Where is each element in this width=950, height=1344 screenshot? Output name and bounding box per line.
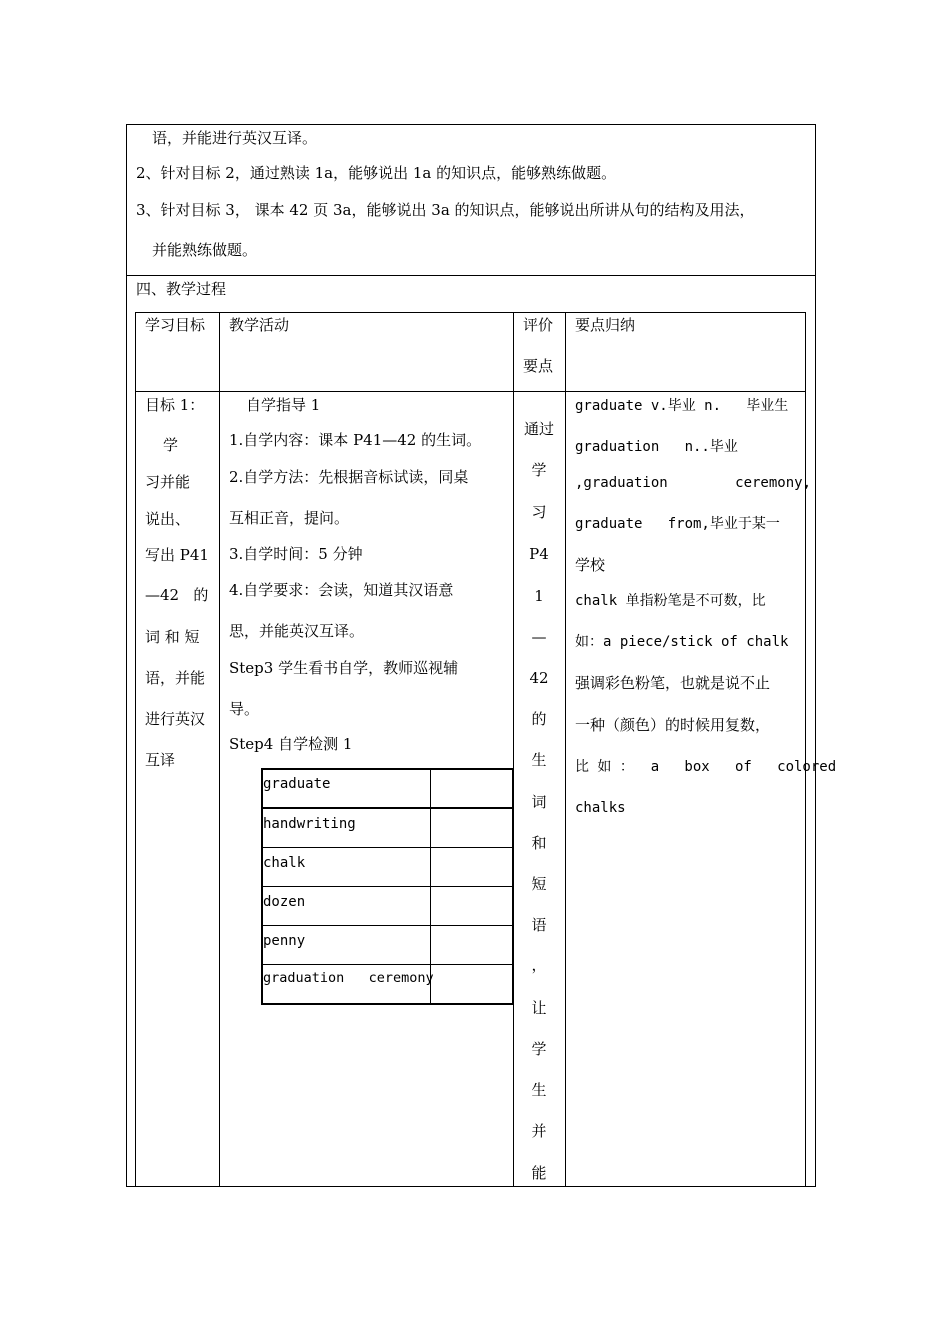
goal-line-5: 写出 P41 (145, 546, 209, 564)
eval-char: 短 (531, 875, 547, 893)
summary-line-11: chalks (575, 800, 626, 816)
header-eval-1: 评价 (523, 316, 554, 334)
summary-line-3: ,graduation ceremony, (575, 475, 812, 491)
eval-char: — (531, 628, 547, 646)
section-divider (126, 275, 816, 276)
section-title: 四、教学过程 (136, 280, 227, 298)
header-eval-2: 要点 (523, 357, 554, 375)
vocab-word-4: dozen (263, 894, 306, 910)
header-goal: 学习目标 (145, 316, 206, 334)
summary-line-7: 如：a piece/stick of chalk (575, 634, 789, 650)
summary-line-6: chalk 单指粉笔是不可数，比 (575, 593, 766, 609)
col-divider-1 (219, 312, 220, 1187)
top-line-4: 并能熟练做题。 (152, 241, 258, 259)
goal-line-9: 进行英汉 (145, 710, 206, 728)
header-activity: 教学活动 (229, 316, 290, 334)
eval-char: ， (531, 956, 547, 974)
top-line-1: 语，并能进行英汉互译。 (152, 129, 318, 147)
vocab-row-line-3 (261, 886, 513, 887)
eval-char: 42 (529, 669, 549, 687)
eval-char: 生 (531, 751, 547, 769)
vocab-word-5: penny (263, 933, 306, 949)
summary-line-9: 一种（颜色）的时候用复数， (575, 716, 771, 734)
top-line-2: 2、针对目标 2，通过熟读 1a，能够说出 1a 的知识点，能够熟练做题。 (136, 164, 617, 182)
vocab-row-line-2 (261, 847, 513, 848)
summary-line-10: 比 如 ： a box of colored (575, 759, 837, 775)
vocab-row-line-5 (261, 964, 513, 965)
activity-step3a: Step3 学生看书自学，教师巡视辅 (229, 659, 459, 677)
top-line-3: 3、针对目标 3， 课本 42 页 3a，能够说出 3a 的知识点，能够说出所讲从句的结构及用法， (136, 201, 755, 219)
inner-table-header-bottom (135, 391, 806, 392)
eval-char: 语 (531, 916, 547, 934)
col-divider-2 (513, 312, 514, 1187)
outer-border-right (815, 124, 816, 1187)
eval-char: 1 (534, 587, 544, 605)
goal-line-8: 语，并能 (145, 669, 206, 687)
vocab-row-line-1 (261, 807, 513, 809)
activity-item-2a: 2.自学方法：先根据音标试读，同桌 (229, 468, 469, 486)
eval-char: 通过 (524, 420, 555, 438)
outer-border-top (126, 124, 816, 125)
vocab-word-3: chalk (263, 855, 306, 871)
eval-char: 词 (531, 793, 547, 811)
eval-char: 并 (531, 1122, 547, 1140)
inner-table-left (135, 312, 136, 1187)
activity-item-2b: 互相正音，提问。 (229, 509, 350, 527)
eval-char: 习 (531, 503, 547, 521)
vocab-row-line-0 (261, 768, 513, 770)
goal-line-2: 学 (163, 436, 179, 454)
eval-char: 和 (531, 834, 547, 852)
eval-char: 生 (531, 1081, 547, 1099)
vocab-word-6: graduation ceremony (263, 970, 434, 986)
outer-border-left (126, 124, 127, 1187)
goal-line-7: 词 和 短 (145, 628, 200, 646)
vocab-word-1: graduate (263, 776, 331, 792)
goal-line-3: 习并能 (145, 473, 191, 491)
activity-step3b: 导。 (229, 700, 260, 718)
activity-item-3: 3.自学时间：5 分钟 (229, 545, 363, 563)
goal-line-6: —42 的 (145, 586, 209, 604)
goal-line-1: 目标 1： (145, 396, 205, 414)
activity-item-1: 1.自学内容：课本 P41—42 的生词。 (229, 431, 482, 449)
header-summary: 要点归纳 (575, 316, 636, 334)
goal-line-4: 说出、 (145, 510, 191, 528)
eval-char: P4 (529, 545, 549, 563)
activity-title: 自学指导 1 (246, 396, 321, 414)
inner-table-top (135, 312, 806, 313)
goal-line-10: 互译 (145, 751, 176, 769)
vocab-word-2: handwriting (263, 816, 356, 832)
vocab-row-line-6 (261, 1003, 513, 1005)
eval-char: 学 (531, 461, 547, 479)
activity-item-4a: 4.自学要求：会读，知道其汉语意 (229, 581, 454, 599)
eval-char: 让 (531, 999, 547, 1017)
vocab-row-line-4 (261, 925, 513, 926)
summary-line-8: 强调彩色粉笔，也就是说不止 (575, 674, 771, 692)
summary-line-5: 学校 (575, 556, 606, 574)
activity-item-4b: 思，并能英汉互译。 (229, 622, 365, 640)
inner-table-right (805, 312, 806, 1187)
outer-border-bottom (126, 1186, 816, 1187)
summary-line-1: graduate v.毕业 n. 毕业生 (575, 398, 789, 414)
eval-char: 能 (531, 1164, 547, 1182)
activity-step4: Step4 自学检测 1 (229, 735, 353, 753)
eval-char: 的 (531, 710, 547, 728)
col-divider-3 (565, 312, 566, 1187)
summary-line-4: graduate from,毕业于某一 (575, 516, 780, 532)
summary-line-2: graduation n..毕业 (575, 439, 738, 455)
eval-char: 学 (531, 1040, 547, 1058)
